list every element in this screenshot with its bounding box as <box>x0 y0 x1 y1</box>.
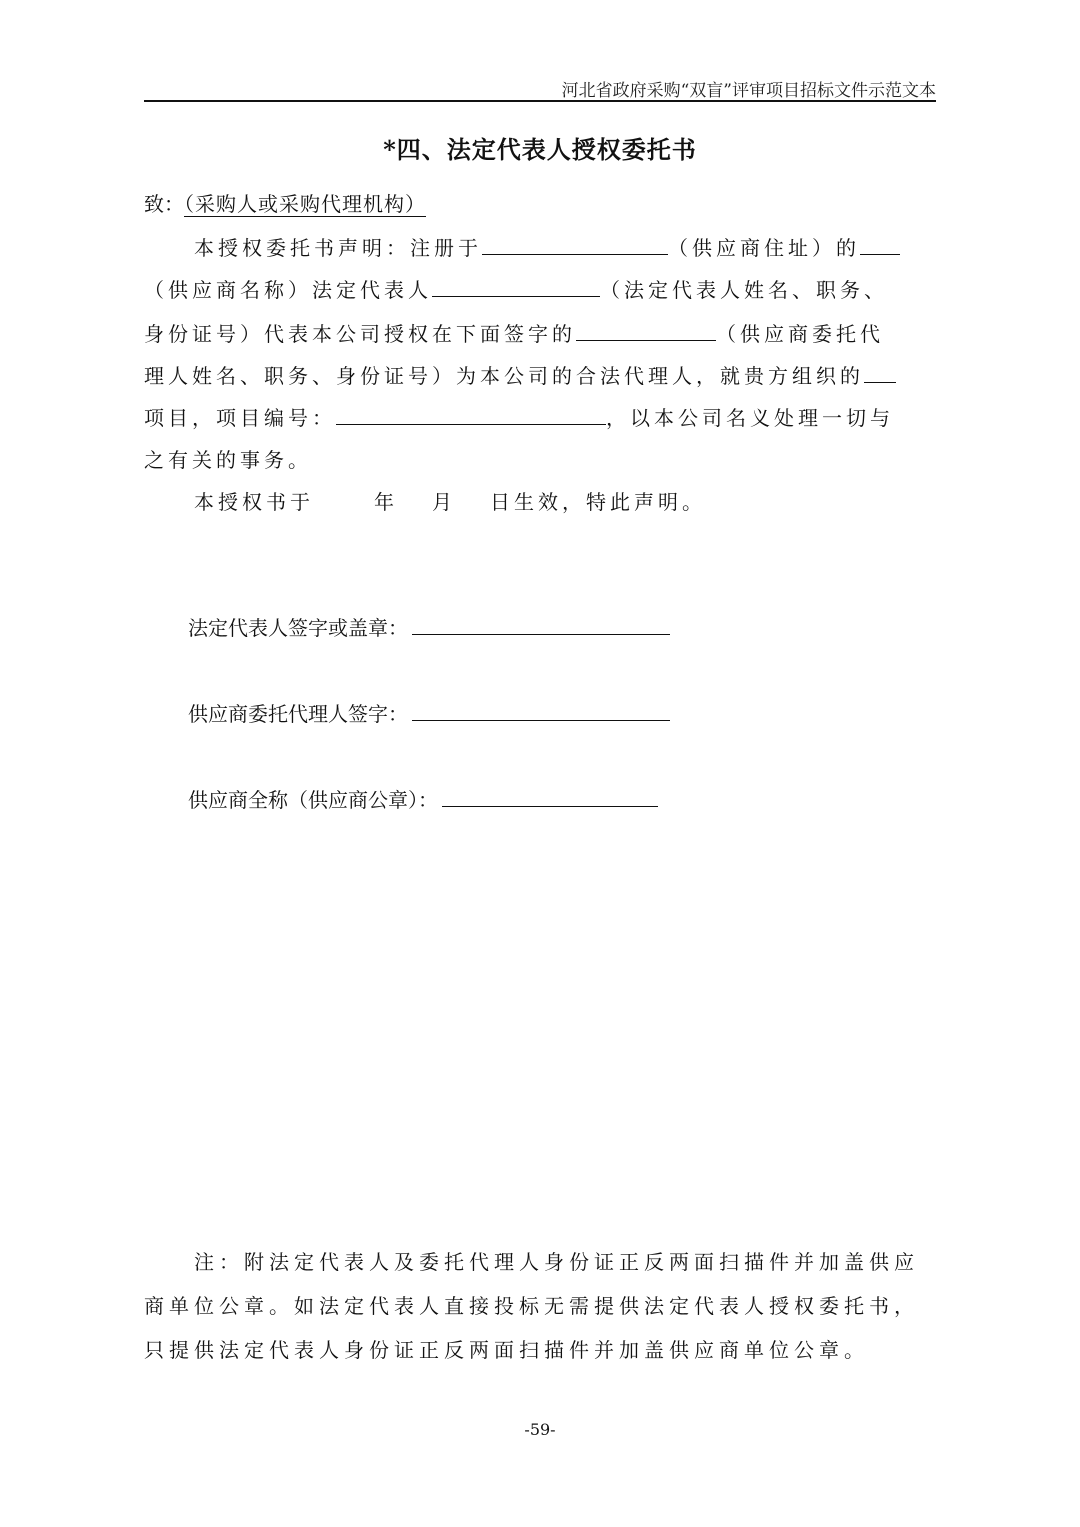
signature-legal-rep <box>188 612 670 641</box>
note-line-3: 只提供法定代表人身份证正反两面扫描件并加盖供应商单位公章。 <box>144 1338 869 1362</box>
body-line-5 <box>144 402 894 431</box>
body-text: （供应商住址）的 <box>668 236 860 260</box>
body-line-6: 之有关的事务。 <box>144 448 312 472</box>
body-line-3 <box>144 318 884 347</box>
addressee-line <box>144 188 426 217</box>
running-header: 河北省政府采购“双盲”评审项目招标文件示范文本 <box>561 81 936 101</box>
body-text: 日生效，特此声明。 <box>490 490 706 514</box>
page-title: *四、法定代表人授权委托书 <box>383 135 697 164</box>
header-rule <box>144 100 936 102</box>
note-line-1: 注：附法定代表人及委托代理人身份证正反两面扫描件并加盖供应 <box>194 1250 919 1274</box>
body-text: 本授权书于 <box>194 490 314 514</box>
body-text: ，以本公司名义处理一切与 <box>606 406 894 430</box>
page-number: -59- <box>524 1420 556 1439</box>
blank-agent[interactable] <box>576 322 716 341</box>
body-text: 身份证号）代表本公司授权在下面签字的 <box>144 322 576 346</box>
blank-address[interactable] <box>482 236 668 255</box>
year-label: 年 <box>374 490 398 514</box>
body-text: 项目，项目编号： <box>144 406 336 430</box>
blank-legal-rep[interactable] <box>432 278 600 297</box>
signature-label: 法定代表人签字或盖章： <box>188 616 408 640</box>
signature-label: 供应商委托代理人签字： <box>188 702 408 726</box>
addressee-label: 致： <box>144 192 184 216</box>
signature-company <box>188 784 658 813</box>
signature-label: 供应商全称（供应商公章）： <box>188 788 438 812</box>
body-text: （法定代表人姓名、职务、 <box>600 278 888 302</box>
blank-project[interactable] <box>864 364 896 383</box>
body-text: 本授权委托书声明：注册于 <box>194 236 482 260</box>
effective-date-line <box>194 486 706 515</box>
body-text: （供应商委托代 <box>716 322 884 346</box>
signature-field[interactable] <box>442 788 658 807</box>
body-line-4 <box>144 360 896 389</box>
signature-field[interactable] <box>412 616 670 635</box>
body-text: （供应商名称）法定代表人 <box>144 278 432 302</box>
body-line-2 <box>144 274 888 303</box>
body-line-1 <box>194 232 900 261</box>
blank-project-number[interactable] <box>336 406 606 425</box>
blank-short[interactable] <box>860 236 900 255</box>
signature-field[interactable] <box>412 702 670 721</box>
note-line-2: 商单位公章。如法定代表人直接投标无需提供法定代表人授权委托书， <box>144 1294 919 1318</box>
signature-agent <box>188 698 670 727</box>
addressee-recipient: （采购人或采购代理机构） <box>184 192 426 216</box>
month-label: 月 <box>432 490 456 514</box>
body-text: 理人姓名、职务、身份证号）为本公司的合法代理人，就贵方组织的 <box>144 364 864 388</box>
